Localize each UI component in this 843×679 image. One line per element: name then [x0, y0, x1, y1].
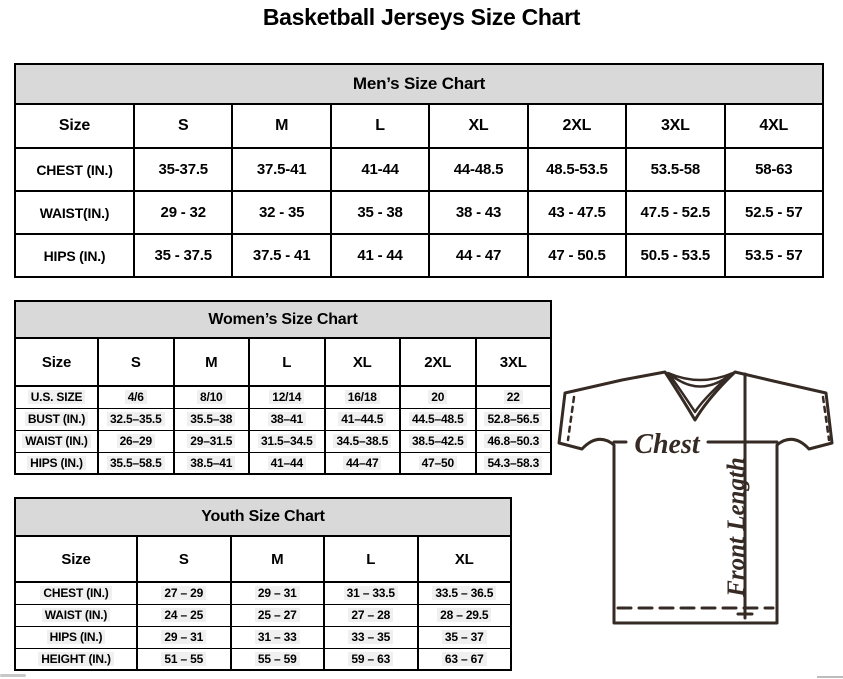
- cell-value: 16/18: [345, 390, 380, 404]
- womens-cell: [174, 386, 250, 408]
- womens-row-label: [15, 408, 98, 430]
- womens-cell: [98, 430, 174, 452]
- womens-cell: [476, 452, 552, 474]
- cell-value: 27 – 29: [161, 586, 206, 600]
- cell-value: 33 – 35: [348, 630, 393, 644]
- mens-cell: 35 - 37.5: [134, 234, 232, 277]
- youth-row-label: [15, 582, 137, 604]
- mens-column-header: L: [331, 104, 429, 148]
- front-length-label: Front Length: [723, 457, 750, 597]
- table-row: [15, 604, 511, 626]
- cell-value: 38.5–42.5: [409, 434, 467, 448]
- womens-cell: [325, 430, 401, 452]
- cell-value: 25 – 27: [255, 608, 300, 622]
- cell-value: 31.5–34.5: [258, 434, 316, 448]
- womens-column-header: L: [249, 338, 325, 386]
- youth-cell: [137, 604, 231, 626]
- youth-cell: [231, 648, 325, 670]
- cell-value: 52.8–56.5: [484, 412, 542, 426]
- cell-value: 44–47: [343, 456, 381, 470]
- womens-cell: [400, 408, 476, 430]
- youth-cell: [418, 604, 512, 626]
- womens-column-header: 2XL: [400, 338, 476, 386]
- youth-cell: [324, 626, 418, 648]
- womens-cell: [98, 408, 174, 430]
- womens-cell: [325, 452, 401, 474]
- womens-column-header: M: [174, 338, 250, 386]
- mens-column-header: 3XL: [626, 104, 724, 148]
- youth-cell: [418, 582, 512, 604]
- mens-cell: 37.5-41: [232, 148, 330, 191]
- mens-cell: 58-63: [725, 148, 823, 191]
- womens-cell: [249, 386, 325, 408]
- cell-value: 22: [504, 390, 523, 404]
- cell-value: 29–31.5: [187, 434, 235, 448]
- womens-row-label: [15, 386, 98, 408]
- cell-value: 46.8–50.3: [484, 434, 542, 448]
- mens-column-header: S: [134, 104, 232, 148]
- youth-column-header: L: [324, 536, 418, 582]
- table-row: [15, 234, 823, 277]
- chest-label: Chest: [634, 429, 700, 460]
- cell-value: HIPS (IN.): [47, 630, 106, 644]
- cell-value: 35.5–38: [187, 412, 235, 426]
- youth-cell: [137, 648, 231, 670]
- cell-value: WAIST (IN.): [42, 608, 110, 622]
- mens-cell: 41-44: [331, 148, 429, 191]
- womens-column-header: S: [98, 338, 174, 386]
- cell-value: BUST (IN.): [25, 412, 88, 426]
- jersey-measurement-diagram: [556, 356, 841, 651]
- cell-value: 31 – 33.5: [344, 586, 398, 600]
- womens-cell: [174, 452, 250, 474]
- table-row: [15, 386, 551, 408]
- womens-cell: [98, 386, 174, 408]
- cell-value: 31 – 33: [255, 630, 300, 644]
- mens-size-table: [14, 63, 824, 278]
- cell-value: 28 – 29.5: [437, 608, 491, 622]
- cell-value: 54.3–58.3: [484, 456, 542, 470]
- mens-cell: 41 - 44: [331, 234, 429, 277]
- mens-column-header: 2XL: [528, 104, 626, 148]
- mens-column-header: Size: [15, 104, 134, 148]
- table-row: [15, 408, 551, 430]
- youth-cell: [418, 626, 512, 648]
- womens-size-table: [14, 300, 552, 475]
- mens-cell: 43 - 47.5: [528, 191, 626, 234]
- youth-cell: [418, 648, 512, 670]
- youth-column-header: XL: [418, 536, 512, 582]
- cell-value: 63 – 67: [442, 652, 487, 666]
- mens-cell: 38 - 43: [429, 191, 527, 234]
- mens-column-header: XL: [429, 104, 527, 148]
- cell-value: 59 – 63: [348, 652, 393, 666]
- mens-row-label: HIPS (IN.): [15, 234, 134, 277]
- mens-row-label: CHEST (IN.): [15, 148, 134, 191]
- womens-cell: [174, 408, 250, 430]
- cell-value: 29 – 31: [161, 630, 206, 644]
- table-row: [15, 626, 511, 648]
- horizontal-scrollbar-fragment[interactable]: [817, 676, 843, 678]
- womens-cell: [476, 408, 552, 430]
- mens-cell: 32 - 35: [232, 191, 330, 234]
- womens-chart-title: Women’s Size Chart: [15, 301, 551, 338]
- youth-column-header: S: [137, 536, 231, 582]
- youth-size-table: [14, 497, 512, 671]
- womens-column-header: Size: [15, 338, 98, 386]
- youth-chart-title: Youth Size Chart: [15, 498, 511, 536]
- youth-cell: [324, 648, 418, 670]
- cell-value: 35 – 37: [442, 630, 487, 644]
- cell-value: 41–44.5: [338, 412, 386, 426]
- womens-cell: [476, 386, 552, 408]
- youth-cell: [231, 604, 325, 626]
- cell-value: 4/6: [125, 390, 147, 404]
- mens-cell: 47.5 - 52.5: [626, 191, 724, 234]
- youth-cell: [137, 582, 231, 604]
- womens-cell: [400, 430, 476, 452]
- womens-cell: [325, 408, 401, 430]
- womens-cell: [174, 430, 250, 452]
- cell-value: HIPS (IN.): [27, 456, 86, 470]
- cell-value: HEIGHT (IN.): [38, 652, 114, 666]
- cell-value: 51 – 55: [161, 652, 206, 666]
- mens-cell: 50.5 - 53.5: [626, 234, 724, 277]
- mens-cell: 48.5-53.5: [528, 148, 626, 191]
- cell-value: 41–44: [268, 456, 306, 470]
- page-title: Basketball Jerseys Size Chart: [262, 4, 581, 30]
- womens-row-label: [15, 452, 98, 474]
- mens-cell: 53.5-58: [626, 148, 724, 191]
- womens-cell: [400, 386, 476, 408]
- mens-column-header: 4XL: [725, 104, 823, 148]
- womens-cell: [400, 452, 476, 474]
- mens-cell: 35 - 38: [331, 191, 429, 234]
- womens-cell: [249, 452, 325, 474]
- cell-value: 24 – 25: [161, 608, 206, 622]
- youth-column-header: Size: [15, 536, 137, 582]
- cell-value: 26–29: [117, 434, 155, 448]
- cell-value: 12/14: [269, 390, 304, 404]
- mens-cell: 44-48.5: [429, 148, 527, 191]
- horizontal-scrollbar-thumb[interactable]: [0, 674, 26, 677]
- cell-value: 38.5–41: [187, 456, 235, 470]
- womens-cell: [476, 430, 552, 452]
- table-row: [15, 191, 823, 234]
- womens-cell: [325, 386, 401, 408]
- cell-value: 47–50: [419, 456, 457, 470]
- table-row: [15, 648, 511, 670]
- cell-value: 20: [428, 390, 447, 404]
- youth-row-label: [15, 604, 137, 626]
- womens-cell: [98, 452, 174, 474]
- cell-value: 55 – 59: [255, 652, 300, 666]
- mens-cell: 37.5 - 41: [232, 234, 330, 277]
- cell-value: 32.5–35.5: [107, 412, 165, 426]
- mens-cell: 52.5 - 57: [725, 191, 823, 234]
- cell-value: 29 – 31: [255, 586, 300, 600]
- mens-cell: 44 - 47: [429, 234, 527, 277]
- youth-row-label: [15, 626, 137, 648]
- table-row: [15, 582, 511, 604]
- womens-row-label: [15, 430, 98, 452]
- table-row: [15, 148, 823, 191]
- cell-value: CHEST (IN.): [40, 586, 111, 600]
- youth-cell: [137, 626, 231, 648]
- cell-value: 33.5 – 36.5: [432, 586, 496, 600]
- youth-cell: [324, 582, 418, 604]
- mens-cell: 53.5 - 57: [725, 234, 823, 277]
- youth-cell: [231, 626, 325, 648]
- youth-row-label: [15, 648, 137, 670]
- table-row: [15, 452, 551, 474]
- cell-value: 44.5–48.5: [409, 412, 467, 426]
- mens-cell: 29 - 32: [134, 191, 232, 234]
- cell-value: 27 – 28: [348, 608, 393, 622]
- cell-value: 35.5–58.5: [107, 456, 165, 470]
- womens-column-header: XL: [325, 338, 401, 386]
- cell-value: 8/10: [197, 390, 226, 404]
- womens-column-header: 3XL: [476, 338, 552, 386]
- womens-cell: [249, 408, 325, 430]
- mens-cell: 35-37.5: [134, 148, 232, 191]
- cell-value: U.S. SIZE: [28, 390, 86, 404]
- mens-cell: 47 - 50.5: [528, 234, 626, 277]
- cell-value: 38–41: [268, 412, 306, 426]
- mens-chart-title: Men’s Size Chart: [15, 64, 823, 104]
- womens-cell: [249, 430, 325, 452]
- youth-column-header: M: [231, 536, 325, 582]
- cell-value: WAIST (IN.): [22, 434, 90, 448]
- cell-value: 34.5–38.5: [333, 434, 391, 448]
- youth-cell: [324, 604, 418, 626]
- mens-column-header: M: [232, 104, 330, 148]
- mens-row-label: WAIST(IN.): [15, 191, 134, 234]
- table-row: [15, 430, 551, 452]
- youth-cell: [231, 582, 325, 604]
